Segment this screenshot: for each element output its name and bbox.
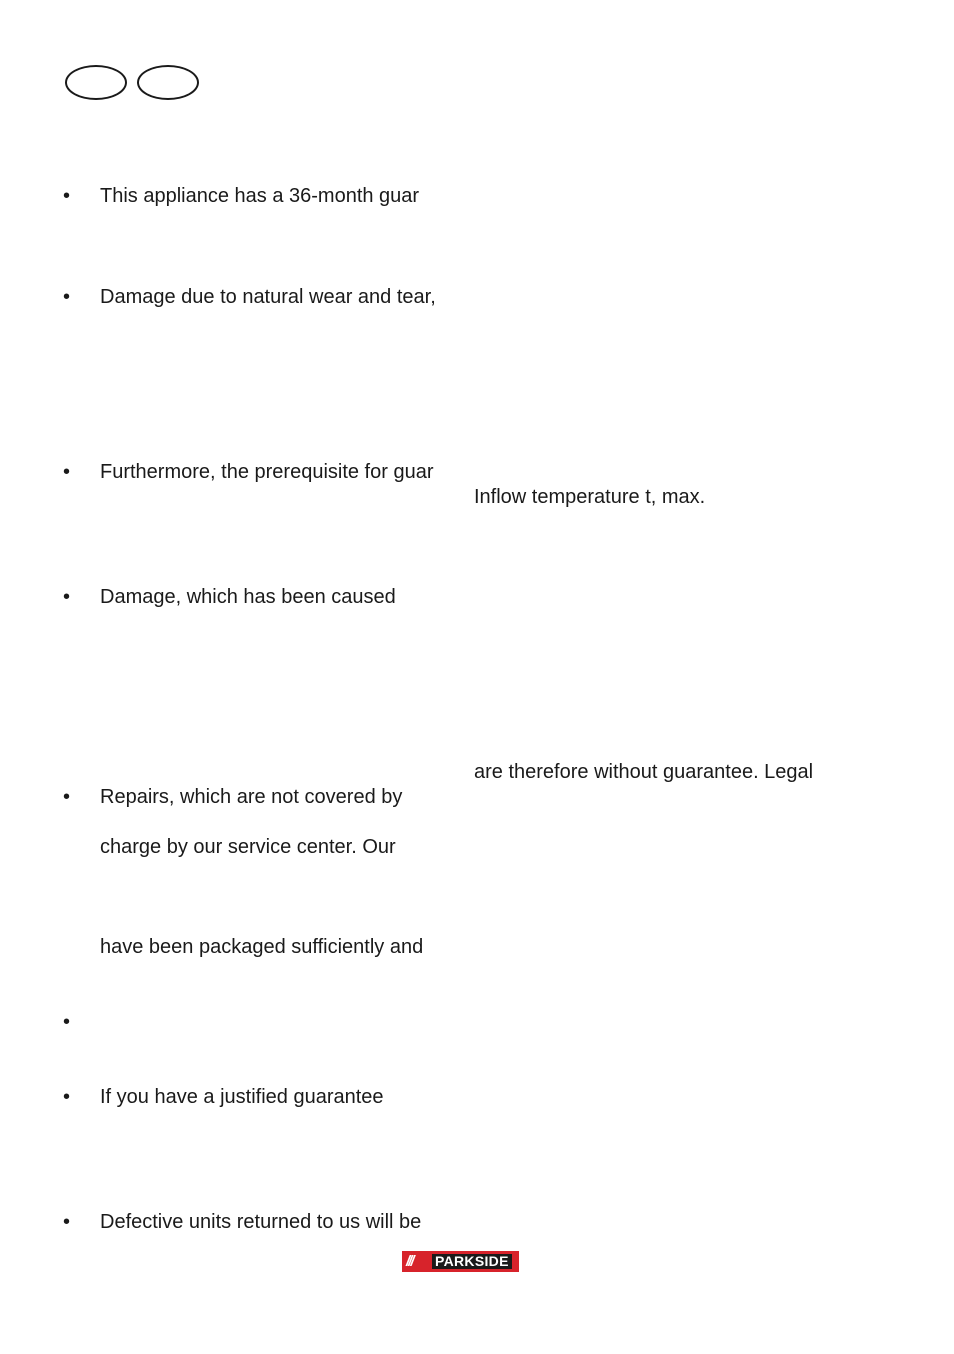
bullet-marker: • [63, 1011, 71, 1033]
bullet-marker: • [63, 586, 71, 608]
bullet-marker: • [63, 786, 71, 808]
bullet-marker: • [63, 1211, 71, 1233]
logo-wordmark: PARKSIDE [432, 1254, 512, 1269]
bullet-marker: • [63, 286, 71, 308]
logo-slashes: /// [406, 1253, 413, 1270]
defective-units-paragraph-start: Defective units returned to us will be [100, 1211, 422, 1233]
legal-text-fragment: are therefore without guarantee. Legal [474, 761, 814, 783]
language-badge-right [137, 65, 199, 100]
inflow-temperature-text: Inflow temperature t, max. [474, 486, 706, 508]
bullet-marker: • [63, 185, 71, 207]
damage-paragraph-start: Damage, which has been caused [100, 586, 396, 608]
guarantee-paragraph-start: This appliance has a 36-month guar [100, 185, 420, 207]
justified-claim-paragraph-start: If you have a justified guarantee [100, 1086, 384, 1108]
bullet-marker: • [63, 1086, 71, 1108]
language-badge-left [65, 65, 127, 100]
parkside-logo [402, 1251, 519, 1272]
repairs-paragraph-start: Repairs, which are not covered by [100, 786, 403, 808]
prerequisite-paragraph-start: Furthermore, the prerequisite for guar [100, 461, 434, 483]
wear-and-tear-paragraph-start: Damage due to natural wear and tear, [100, 286, 436, 308]
bullet-marker: • [63, 461, 71, 483]
packaging-line: have been packaged sufficiently and [100, 936, 424, 958]
service-center-line: charge by our service center. Our [100, 836, 396, 858]
